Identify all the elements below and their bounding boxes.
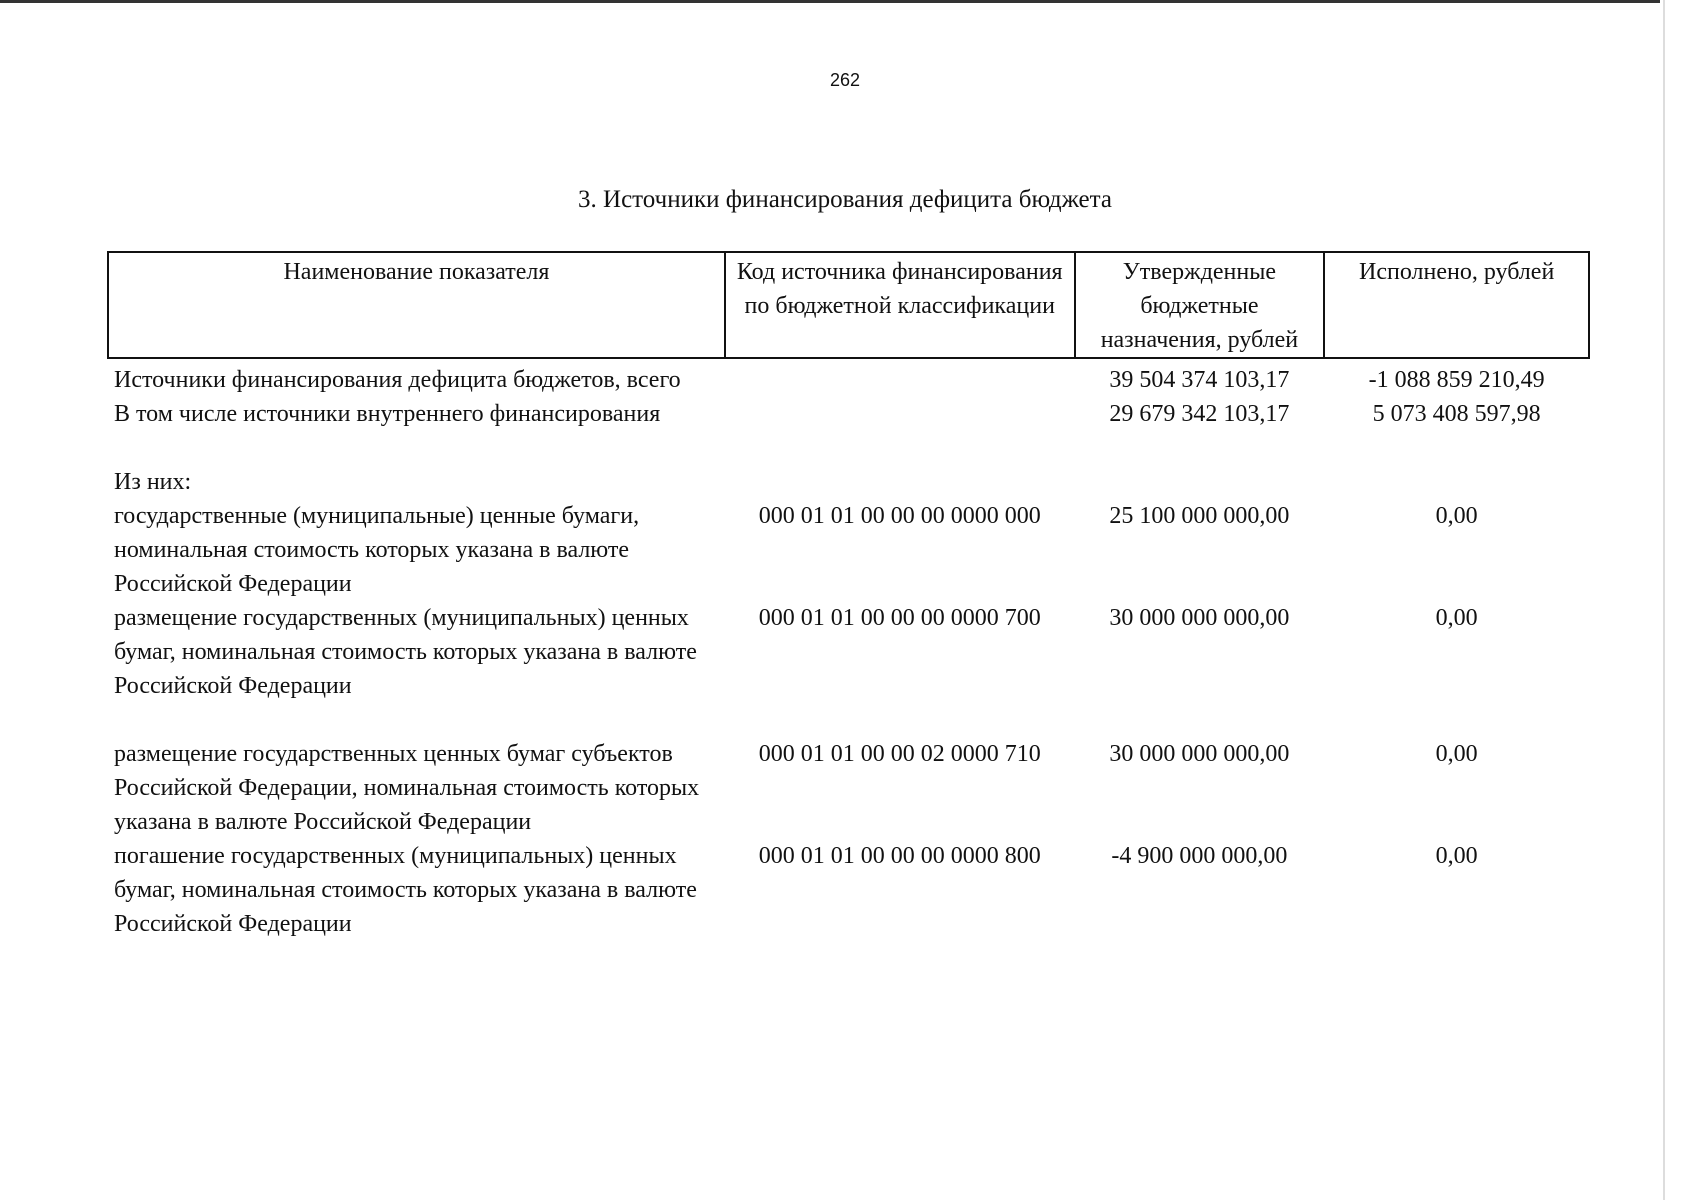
table-row	[108, 839, 1589, 941]
row-code	[725, 397, 1075, 465]
header-indicator-name: Наименование показателя	[108, 252, 725, 358]
row-approved: 25 100 000 000,00	[1109, 503, 1290, 529]
row-approved: 39 504 374 103,17	[1109, 367, 1290, 393]
header-source-code: Код источника финансирования по бюджетной классификации	[725, 252, 1075, 358]
page-number: 262	[829, 70, 861, 90]
row-code: 000 01 01 00 00 00 0000 000	[758, 503, 1041, 529]
row-name: погашение государственных (муниципальных) ценных бумаг, номинальная стоимость которых указана в валюте Российской Федерации	[114, 843, 697, 937]
row-executed: 0,00	[1435, 503, 1478, 529]
row-name: государственные (муниципальные) ценные бумаги, номинальная стоимость которых указана в валюте Российской Федерации	[114, 503, 640, 597]
row-code: 000 01 01 00 00 02 0000 710	[758, 741, 1041, 767]
header-executed-amount: Исполнено, рублей	[1324, 252, 1589, 358]
financing-sources-table	[107, 251, 1590, 941]
row-name: Из них:	[114, 469, 192, 495]
row-name: Источники финансирования дефицита бюджетов, всего	[114, 367, 681, 393]
row-approved	[1075, 465, 1325, 499]
row-executed: -1 088 859 210,49	[1368, 367, 1545, 393]
row-name: размещение государственных ценных бумаг субъектов Российской Федерации, номинальная стоимость которых указана в валюте Российской Федерации	[114, 741, 700, 835]
row-code: 000 01 01 00 00 00 0000 800	[758, 843, 1041, 869]
table-row	[108, 358, 1589, 397]
table-row	[108, 601, 1589, 737]
page-title: 3. Источники финансирования дефицита бюджета	[578, 186, 1112, 213]
table-header-row	[108, 252, 1589, 358]
header-approved-amount: Утвержденные бюджетные назначения, рублей	[1075, 252, 1325, 358]
row-executed: 0,00	[1435, 843, 1478, 869]
row-executed	[1324, 465, 1589, 499]
row-executed: 0,00	[1435, 741, 1478, 767]
row-name: В том числе источники внутреннего финансирования	[114, 401, 661, 427]
table-row	[108, 465, 1589, 499]
table-row	[108, 737, 1589, 839]
row-approved: 30 000 000 000,00	[1109, 741, 1290, 767]
row-approved: 30 000 000 000,00	[1109, 605, 1290, 631]
row-executed: 0,00	[1435, 605, 1478, 631]
scan-edge-top	[0, 0, 1660, 3]
row-executed: 5 073 408 597,98	[1372, 401, 1541, 427]
table-row	[108, 397, 1589, 465]
row-approved: -4 900 000 000,00	[1111, 843, 1288, 869]
row-approved: 29 679 342 103,17	[1109, 401, 1290, 427]
row-code	[725, 358, 1075, 397]
scan-edge-right	[1663, 0, 1665, 1200]
table-row	[108, 499, 1589, 601]
row-code: 000 01 01 00 00 00 0000 700	[758, 605, 1041, 631]
row-name: размещение государственных (муниципальных) ценных бумаг, номинальная стоимость которых указана в валюте Российской Федерации	[114, 605, 697, 699]
row-code	[725, 465, 1075, 499]
